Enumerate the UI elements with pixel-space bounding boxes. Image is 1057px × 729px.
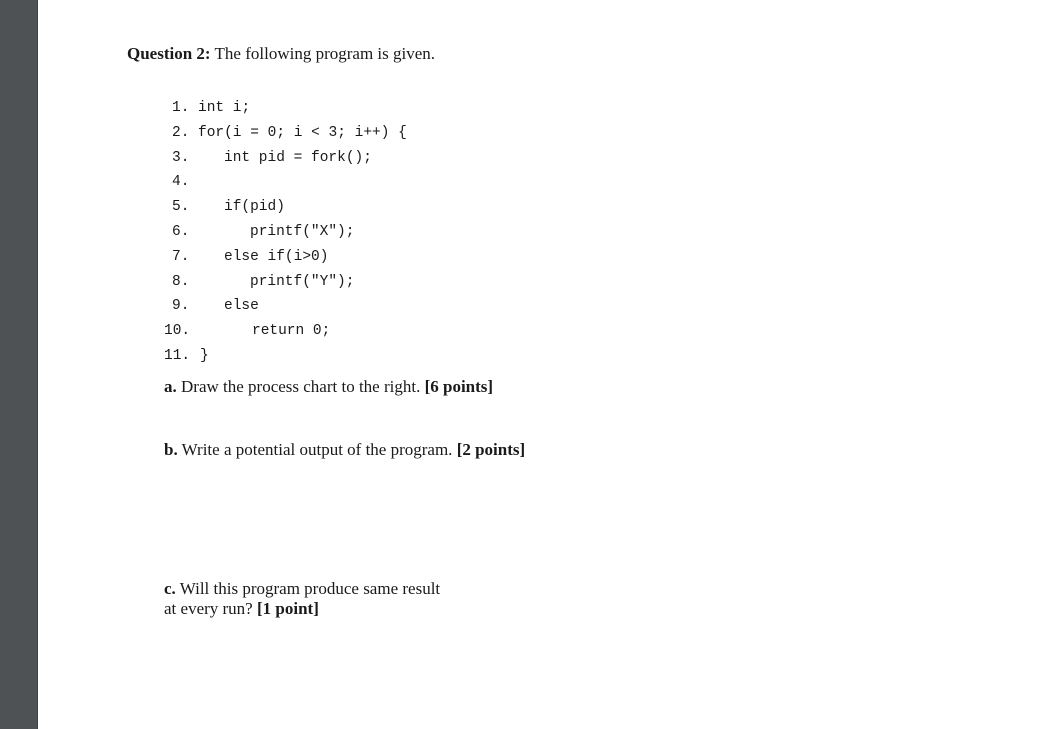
line-number: 5. [172, 199, 190, 216]
code-text: for(i = 0; i < 3; i++) { [198, 124, 407, 141]
question-title [127, 44, 435, 64]
line-number: 3. [172, 149, 190, 166]
code-line [172, 272, 354, 292]
code-line [164, 321, 330, 341]
part-b [164, 440, 525, 460]
code-text: return 0; [252, 323, 331, 340]
viewer-sidebar [0, 0, 38, 729]
line-number: 7. [172, 248, 190, 265]
code-line [172, 172, 198, 192]
part-c [164, 579, 440, 619]
code-line [172, 222, 354, 242]
line-number: 10. [164, 323, 191, 340]
part-c-label: c. [164, 579, 176, 598]
line-number: 1. [172, 100, 190, 116]
code-line [164, 346, 209, 366]
code-line [172, 247, 328, 267]
part-b-text: Write a potential output of the program. [181, 440, 453, 459]
part-c-text-2: at every run? [164, 599, 253, 618]
question-label: Question 2: [127, 44, 211, 63]
line-number: 4. [172, 174, 190, 191]
part-a [164, 377, 493, 397]
code-line [172, 197, 285, 217]
part-c-text-1: Will this program produce same result [179, 579, 441, 598]
line-number: 8. [172, 273, 190, 290]
code-text: printf("Y"); [250, 273, 355, 290]
code-line [172, 296, 259, 316]
line-number: 2. [172, 124, 190, 141]
part-a-label: a. [164, 377, 177, 396]
document-page [38, 0, 1057, 729]
line-number: 6. [172, 224, 190, 240]
part-b-label: b. [164, 440, 178, 459]
code-line [172, 123, 407, 143]
question-text: The following program is given. [214, 44, 436, 63]
part-a-points: [6 points] [424, 377, 494, 396]
part-b-points: [2 points] [456, 440, 526, 459]
part-c-line-2 [164, 599, 440, 619]
code-text: printf("X"); [250, 224, 355, 240]
code-text: if(pid) [224, 199, 285, 216]
code-text: int pid = fork(); [224, 149, 372, 166]
part-c-line-1 [164, 579, 440, 599]
code-text: } [200, 348, 209, 364]
code-line [172, 98, 250, 118]
code-text: else [224, 298, 259, 315]
line-number: 11. [164, 348, 191, 364]
part-a-text: Draw the process chart to the right. [181, 377, 421, 396]
code-text: else if(i>0) [224, 248, 329, 265]
code-line [172, 148, 372, 168]
line-number: 9. [172, 298, 190, 315]
code-text: int i; [198, 100, 251, 116]
part-c-points: [1 point] [256, 599, 319, 618]
